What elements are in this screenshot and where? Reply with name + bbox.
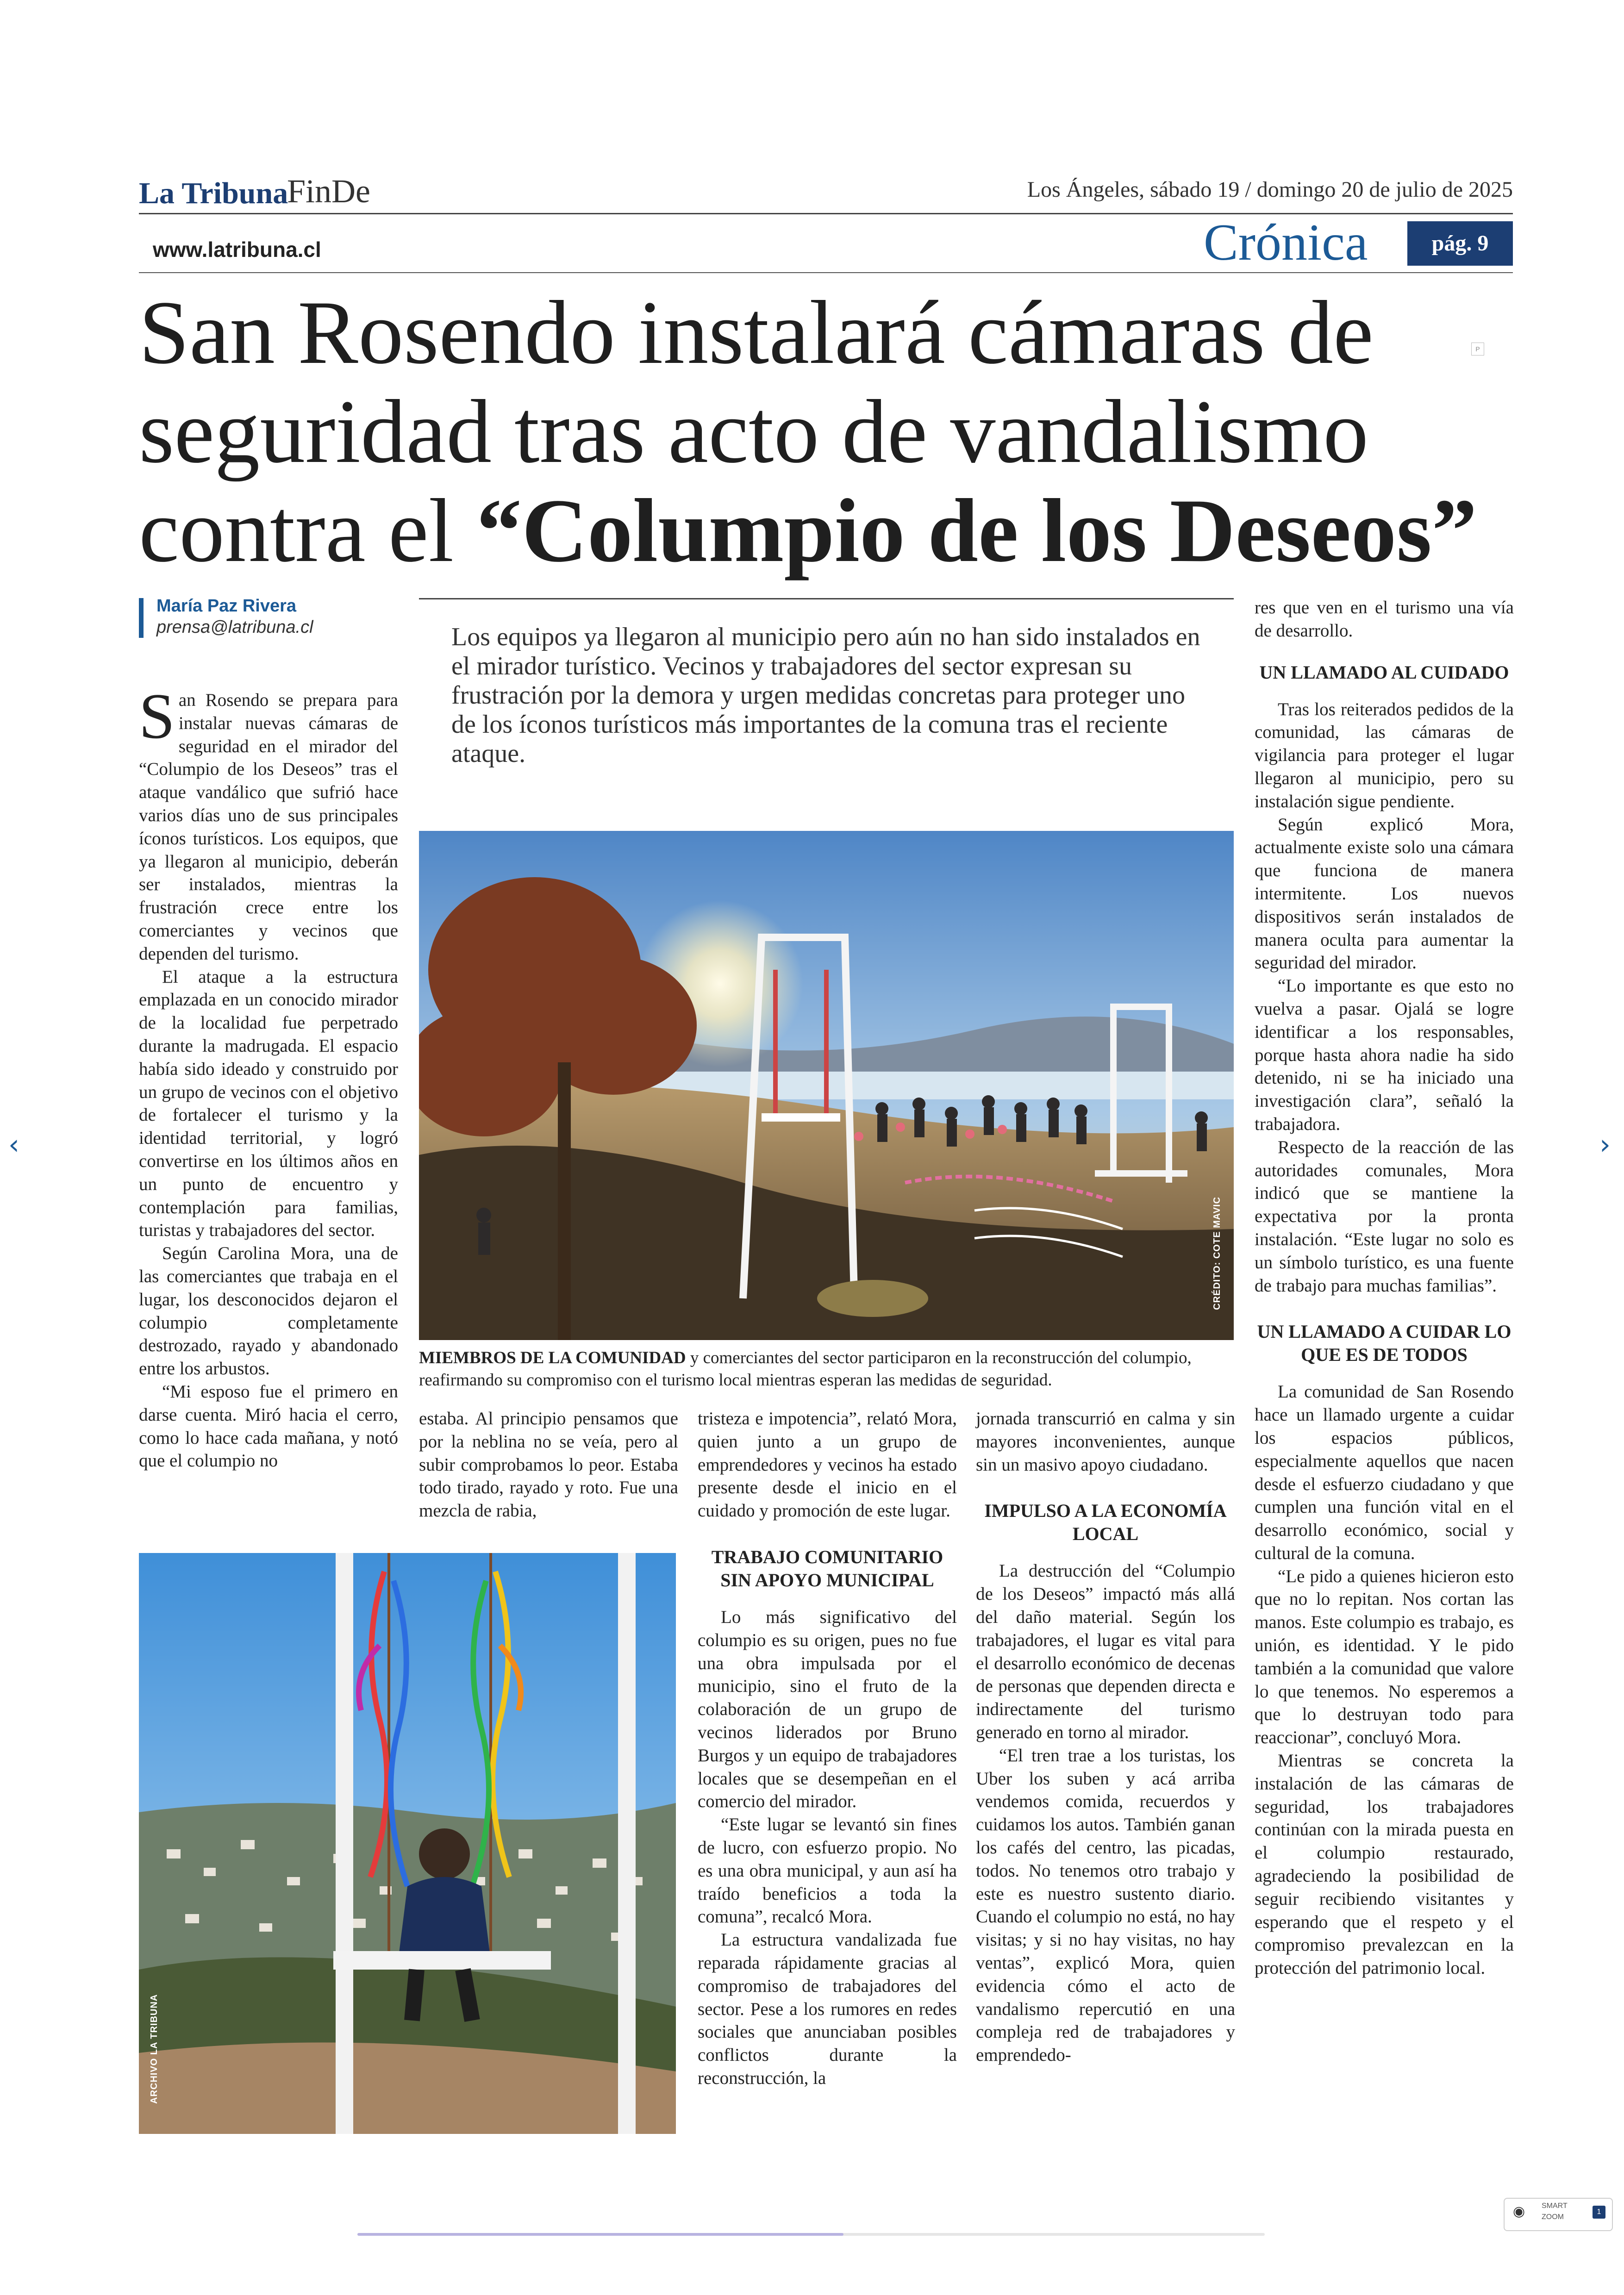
paragraph: San Rosendo se prepara para instalar nuevas cámaras de seguridad en el mirador del “Columpio de los Deseos” tras el ataque vandálico que sufrió hace varios días uno de sus principales íconos turísticos. Los equipos, que ya llegaron al municipio, deberán ser instalados, mientras la frustración crece entre los comerciantes y vecinos que dependen del turismo. [139, 680, 398, 964]
paragraph: “Lo importante es que esto no vuelva a pasar. Ojalá se logre identificar a los responsables, porque hasta ahora nadie ha sido detenido, ni se ha iniciado una investigación clara”, señaló la trabajadora. [1255, 976, 1514, 1134]
paragraph: “Le pido a quienes hicieron esto que no lo repitan. Nos cortan las manos. Este columpio es trabajo, es unión, es identidad. Y le pido también a la comunidad que valore lo que tenemos. No esperemos a que lo destruyan todo para reaccionar”, concluyó Mora. [1255, 1566, 1514, 1748]
column-4 [976, 1407, 1235, 2067]
paragraph: Tras los reiterados pedidos de la comunidad, las cámaras de vigilancia para proteger el lugar llegaron al municipio, pero su instalación sigue pendiente. [1255, 699, 1514, 811]
drop-cap: S [139, 680, 175, 752]
swing-archive-photo[interactable] [139, 1553, 676, 2134]
paragraph: “El tren trae a los turistas, los Uber los suben y acá arriba vendemos comida, recuerdos y cuidamos los autos. También ganan los cafés del centro, las picadas, todos. No tenemos otro trabajo y este es nuestro sustento diario. Cuando el columpio no está, no hay visitas; y si no hay visitas, no hay ventas”, explicó Mora, quien evidencia cómo el acto de vandalismo repercutió en una compleja red de trabajadores y emprendedo- [976, 1745, 1235, 2065]
deck-rule [419, 598, 1234, 599]
paragraph: “Mi esposo fue el primero en darse cuenta. Miró hacia el cerro, como lo hace cada mañana, y notó que el columpio no [139, 1381, 398, 1471]
author-name: María Paz Rivera [156, 596, 297, 616]
subheading: UN LLAMADO A CUIDAR LO QUE ES DE TODOS [1257, 1321, 1512, 1366]
headline [139, 283, 1509, 580]
photo-credit: ARCHIVO LA TRIBUNA [149, 1994, 159, 2104]
column-1 [139, 680, 398, 1472]
chevron-right-icon[interactable]: › [1599, 1129, 1611, 1161]
section-rule [139, 272, 1513, 273]
smart-zoom-label: SMART ZOOM [1542, 2202, 1568, 2221]
community-photo[interactable] [419, 831, 1234, 1340]
paragraph: La comunidad de San Rosendo hace un llamado urgente a cuidar los espacios públicos, especialmente aquellos que nacen desde el esfuerzo ciudadano y que cumplen una función vital en el desarrollo económico, social y cultural de la comuna. [1255, 1382, 1514, 1563]
deck: Los equipos ya llegaron al municipio pero aún no han sido instalados en el mirador turístico. Vecinos y trabajadores del sector expresan su frustración por la demora y urgen medidas concretas para proteger uno de los íconos turísticos más importantes de la comuna tras el reciente ataque. [451, 623, 1200, 768]
scrollbar-thumb[interactable] [357, 2233, 843, 2236]
dateline: Los Ángeles, sábado 19 / domingo 20 de julio de 2025 [1027, 177, 1513, 202]
column-5 [1255, 596, 1514, 1980]
brand-logo: La Tribuna [139, 176, 288, 210]
headline-plain: San Rosendo instalará cámaras de seguridad tras acto de vandalismo contra el [139, 282, 1374, 581]
paragraph: tristeza e impotencia”, relató Mora, quien junto a un grupo de emprendedores y vecinos ha estado presente desde el inicio en el cuidado y promoción de este lugar. [698, 1409, 957, 1521]
paragraph: “Este lugar se levantó sin fines de lucro, con esfuerzo propio. No es una obra municipal, y aun así ha traído beneficios a toda la comuna”, recalcó Mora. [698, 1815, 957, 1927]
eye-icon: ◉ [1513, 2203, 1525, 2220]
paragraph: Respecto de la reacción de las autoridades comunales, Mora indicó que se mantiene la expectativa por la pronta instalación. “Este lugar no solo es un símbolo turístico, es una fuente de trabajo para muchas familias”. [1255, 1137, 1514, 1296]
paragraph: jornada transcurrió en calma y sin mayores inconvenientes, aunque sin un masivo apoyo ciudadano. [976, 1409, 1235, 1475]
chevron-left-icon[interactable]: ‹ [8, 1129, 19, 1161]
author-email[interactable]: prensa@latribuna.cl [156, 617, 313, 637]
photo-credit: CRÉDITO: COTE MAVIC [1212, 1197, 1222, 1310]
column-2 [419, 1407, 678, 1522]
page-number-badge: pág. 9 [1407, 221, 1513, 266]
paragraph: Mientras se concreta la instalación de las cámaras de seguridad, los trabajadores continúan con la mirada puesta en el columpio restaurado, agradeciendo la posibilidad de seguir recibiendo visitantes y esperando que el respeto y el compromiso prevalezcan en la protección del patrimonio local. [1255, 1751, 1514, 1978]
ad-marker-icon[interactable]: P [1471, 343, 1484, 355]
paragraph: Según explicó Mora, actualmente existe solo una cámara que funciona de manera intermitente. Los nuevos dispositivos serán instalados de manera oculta para aumentar la seguridad del mirador. [1255, 814, 1514, 973]
headline-bold: “Columpio de los Deseos” [476, 480, 1477, 581]
subheading: IMPULSO A LA ECONOMÍA LOCAL [984, 1500, 1227, 1545]
caption-lead: MIEMBROS DE LA COMUNIDAD [419, 1348, 686, 1367]
edition-name: FinDe [287, 173, 370, 210]
paragraph: Según Carolina Mora, una de las comerciantes que trabaja en el lugar, los desconocidos dejaron el columpio completamente destrozado, rayado y abandonado entre los arbustos. [139, 1243, 398, 1379]
photo-caption [419, 1347, 1234, 1391]
subheading: TRABAJO COMUNITARIO SIN APOYO MUNICIPAL [711, 1546, 943, 1590]
paragraph: res que ven en el turismo una vía de desarrollo. [1255, 598, 1514, 641]
website-link[interactable]: www.latribuna.cl [153, 237, 321, 262]
paragraph: estaba. Al principio pensamos que por la neblina no se veía, pero al subir comprobamos lo peor. Estaba todo tirado, rayado y roto. Fue una mezcla de rabia, [419, 1409, 678, 1521]
smart-zoom-badge: 1 [1593, 2206, 1605, 2219]
paragraph: El ataque a la estructura emplazada en un conocido mirador de la localidad fue perpetrado durante la madrugada. El espacio había sido ideado y construido por un grupo de vecinos con el objetivo de fortalecer el turismo y la identidad territorial, y logró convertirse en los últimos años en un punto de encuentro y contemplación para familias, turistas y trabajadores del sector. [139, 967, 398, 1241]
caption-text: y comerciantes del sector participaron en la reconstrucción del columpio, reafirmando su compromiso con el turismo local mientras esperan las medidas de seguridad. [419, 1348, 1192, 1390]
paragraph: Lo más significativo del columpio es su origen, pues no fue una obra impulsada por el municipio, sino el fruto de la colaboración de un grupo de vecinos liderados por Bruno Burgos y un equipo de trabajadores locales que se desempeñan en el comercio del mirador. [698, 1607, 957, 1812]
column-3 [698, 1407, 957, 2090]
subheading: UN LLAMADO AL CUIDADO [1259, 661, 1509, 683]
paragraph: La destrucción del “Columpio de los Deseos” impactó más allá del daño material. Según los trabajadores, el lugar es vital para el desarrollo económico de decenas de personas que dependen directa e indirectamente del turismo generado en torno al mirador. [976, 1561, 1235, 1742]
section-title: Crónica [1204, 214, 1368, 271]
paragraph: La estructura vandalizada fue reparada rápidamente gracias al compromiso de trabajadores del sector. Pese a los rumores en redes sociales que anunciaban posibles conflictos durante la reconstrucción, la [698, 1930, 957, 2088]
byline-bar [139, 598, 144, 638]
